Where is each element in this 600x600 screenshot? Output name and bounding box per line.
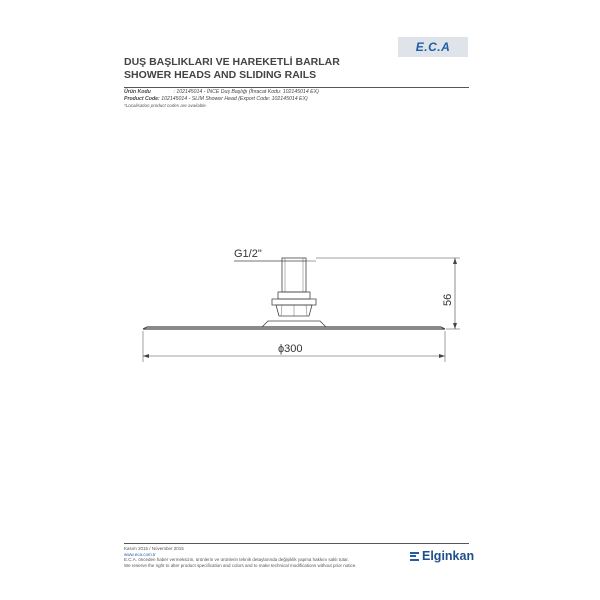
footer	[124, 546, 357, 568]
diameter-label: ϕ300	[278, 343, 303, 355]
footer-website[interactable]: www.eca.com.tr	[124, 551, 156, 557]
footer-date: Kasım 2015 / November 2015	[124, 546, 184, 551]
product-code-en-label: Product Code:	[124, 96, 160, 102]
ball-joint-collar	[278, 292, 310, 299]
localisation-note: *Localisation product codes are available.	[124, 103, 208, 108]
logo-text: E.C.A	[415, 40, 451, 54]
thread-connector	[282, 258, 306, 292]
product-code-en-value: 102145014 - SLIM Shower Head (Export Code: 102145014 EX)	[161, 96, 308, 102]
height-label: 56	[442, 293, 454, 306]
elginkan-logo-icon	[410, 551, 419, 562]
ball-joint	[272, 299, 316, 305]
footer-disclaimer-tr: E.C.A. önceden haber vermeksizin, ürünlerin ve ürünlerin teknik detaylarında değişiklik yapma hakkını saklı tutar.	[124, 557, 349, 563]
thread-label: G1/2"	[234, 248, 262, 260]
footer-divider	[124, 543, 469, 544]
product-code-tr-label: Ürün Kodu	[124, 89, 151, 95]
title-turkish: DUŞ BAŞLIKLARI VE HAREKETLİ BARLAR	[124, 56, 340, 68]
footer-disclaimer-en: We reserve the right to alter product specification and colors and to make technical modifications without prior notice.	[124, 562, 357, 568]
brand-name: Elginkan	[422, 549, 475, 563]
plate-boss	[262, 321, 326, 327]
elginkan-brand	[410, 549, 474, 563]
product-code-tr-value: : 102145014 - İNCE Duş Başlığı (İhracat Kodu: 102145014 EX)	[173, 89, 319, 95]
title-english: SHOWER HEADS AND SLIDING RAILS	[124, 69, 317, 81]
